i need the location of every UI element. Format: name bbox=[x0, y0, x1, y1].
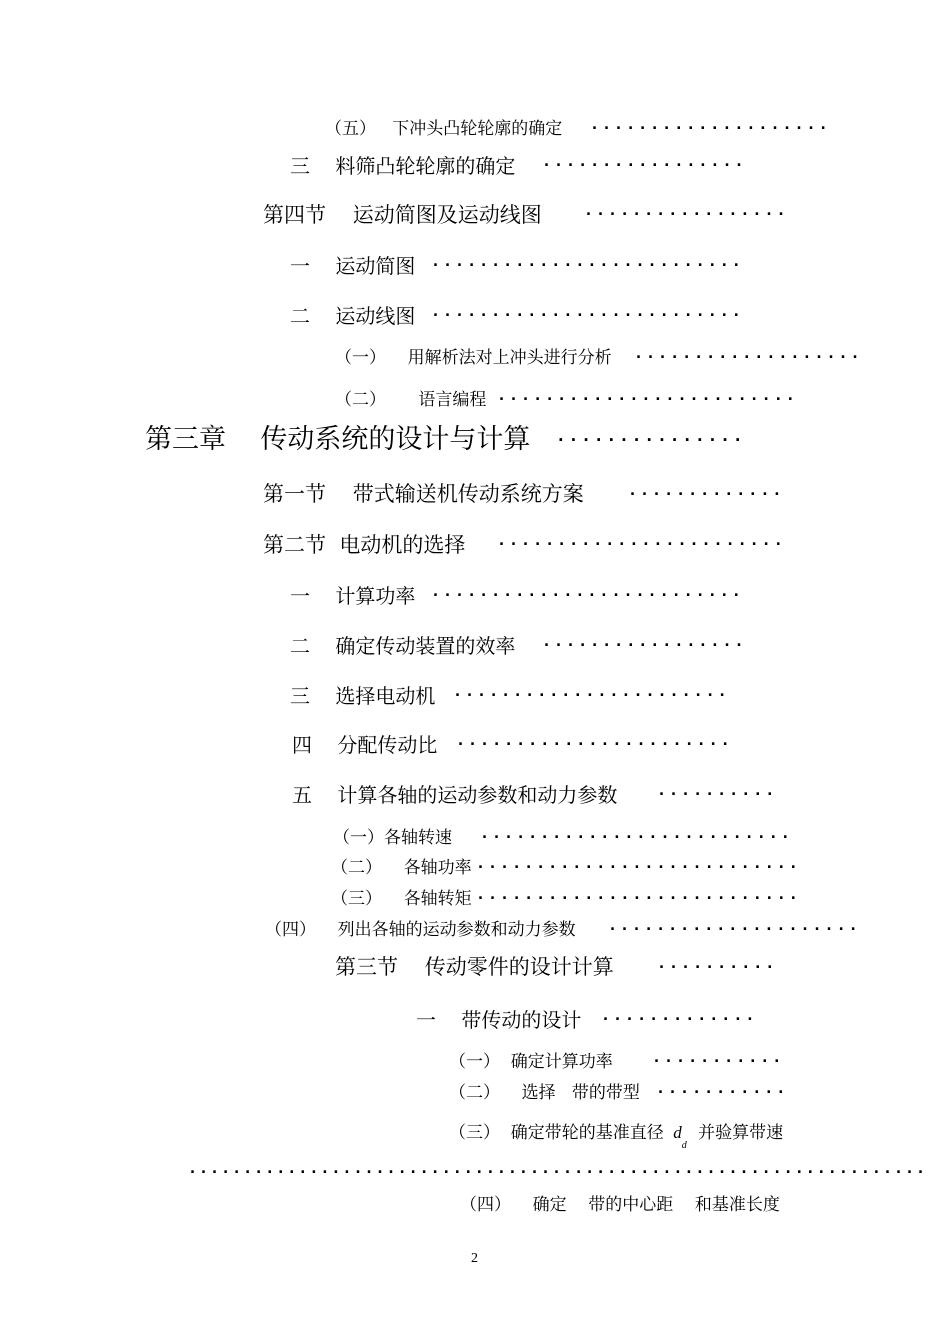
toc-leader: ······················· bbox=[453, 686, 730, 704]
toc-label: 四 分配传动比 bbox=[292, 733, 438, 757]
toc-leader: ················· bbox=[542, 156, 747, 174]
toc-label: （二） 各轴功率 bbox=[331, 858, 472, 878]
toc-leader: ····················· bbox=[608, 920, 861, 938]
toc-label: （四） 确定 带的中心距 和基准长度 bbox=[460, 1195, 780, 1215]
toc-label: 一 运动简图 bbox=[290, 254, 416, 278]
toc-label: （三） 各轴转矩 bbox=[331, 889, 472, 909]
toc-label: （五） 下冲头凸轮轮廓的确定 bbox=[325, 119, 563, 139]
toc-entry bbox=[460, 1197, 780, 1214]
toc-entry bbox=[331, 891, 472, 908]
toc-leader: ··················· bbox=[634, 348, 863, 366]
toc-label: （三） 确定带轮的基准直径 bbox=[449, 1123, 664, 1143]
toc-leader: ···················· bbox=[590, 119, 831, 137]
toc-entry bbox=[263, 535, 465, 556]
toc-label: 二 确定传动装置的效率 bbox=[290, 634, 516, 658]
toc-leader: ··························· bbox=[476, 889, 801, 907]
toc-label: 第二节 电动机的选择 bbox=[263, 533, 466, 557]
toc-leader: ·········· bbox=[657, 958, 778, 976]
toc-label: （一）各轴转速 bbox=[333, 828, 452, 848]
toc-label: 第一节 带式输送机传动系统方案 bbox=[263, 482, 584, 506]
toc-chapter bbox=[145, 426, 530, 453]
toc-entry bbox=[335, 392, 486, 409]
toc-entry bbox=[290, 306, 415, 326]
toc-leader: ·························· bbox=[480, 828, 793, 846]
diameter-subscript: d bbox=[681, 1140, 687, 1151]
toc-leader: ·························· bbox=[431, 256, 744, 274]
toc-leader: ··························· bbox=[476, 858, 801, 876]
toc-entry bbox=[416, 1010, 581, 1030]
toc-entry bbox=[292, 735, 437, 755]
toc-leader: ················· bbox=[584, 205, 789, 223]
toc-label: 五 计算各轴的运动参数和动力参数 bbox=[292, 783, 618, 807]
toc-entry bbox=[449, 1123, 784, 1151]
toc-entry bbox=[265, 922, 576, 939]
toc-label: 三 料筛凸轮轮廓的确定 bbox=[290, 154, 516, 178]
toc-entry bbox=[290, 156, 515, 176]
toc-entry bbox=[290, 636, 515, 656]
toc-leader: ························ bbox=[497, 535, 786, 553]
toc-leader: ··············· bbox=[556, 430, 746, 449]
toc-label: （四） 列出各轴的运动参数和动力参数 bbox=[265, 920, 576, 940]
toc-leader: ·························· bbox=[431, 306, 744, 324]
toc-leader: ··································································· bbox=[188, 1163, 928, 1181]
toc-label: （二） 语言编程 bbox=[335, 390, 487, 410]
toc-leader: ··········· bbox=[652, 1052, 785, 1070]
toc-entry bbox=[290, 586, 415, 606]
toc-label: 一 计算功率 bbox=[290, 584, 416, 608]
page-number: 2 bbox=[471, 1251, 478, 1266]
toc-entry bbox=[290, 256, 415, 276]
toc-leader: ············· bbox=[601, 1010, 758, 1028]
toc-label: 第三节 传动零件的设计计算 bbox=[335, 955, 614, 979]
toc-entry bbox=[335, 957, 614, 978]
toc-label: （二） 选择 带的带型 bbox=[449, 1083, 640, 1103]
toc-entry bbox=[335, 350, 612, 367]
toc-leader: ······················· bbox=[456, 735, 733, 753]
toc-entry bbox=[325, 121, 562, 138]
toc-label: 一 带传动的设计 bbox=[416, 1008, 582, 1032]
toc-label: 第三章 传动系统的设计与计算 bbox=[145, 424, 531, 455]
toc-entry bbox=[331, 860, 472, 877]
toc-label-suffix: 并验算带速 bbox=[698, 1123, 784, 1143]
toc-entry bbox=[263, 484, 584, 505]
toc-entry bbox=[449, 1054, 613, 1071]
toc-label: 三 选择电动机 bbox=[290, 684, 436, 708]
toc-leader: ························· bbox=[497, 390, 798, 408]
toc-entry bbox=[263, 205, 542, 226]
toc-entry bbox=[333, 830, 452, 847]
diameter-symbol: d bbox=[673, 1123, 682, 1142]
toc-label: （一） 用解析法对上冲头进行分析 bbox=[335, 348, 612, 368]
toc-leader: ············· bbox=[628, 485, 785, 503]
toc-leader: ·········· bbox=[657, 785, 778, 803]
toc-label: 二 运动线图 bbox=[290, 304, 416, 328]
toc-label: 第四节 运动简图及运动线图 bbox=[263, 203, 542, 227]
toc-leader: ·························· bbox=[431, 586, 744, 604]
toc-entry bbox=[449, 1085, 640, 1102]
toc-label: （一） 确定计算功率 bbox=[449, 1052, 613, 1072]
toc-leader: ················· bbox=[542, 636, 747, 654]
toc-entry bbox=[292, 785, 617, 805]
toc-leader: ··········· bbox=[656, 1083, 789, 1101]
toc-entry bbox=[290, 686, 435, 706]
